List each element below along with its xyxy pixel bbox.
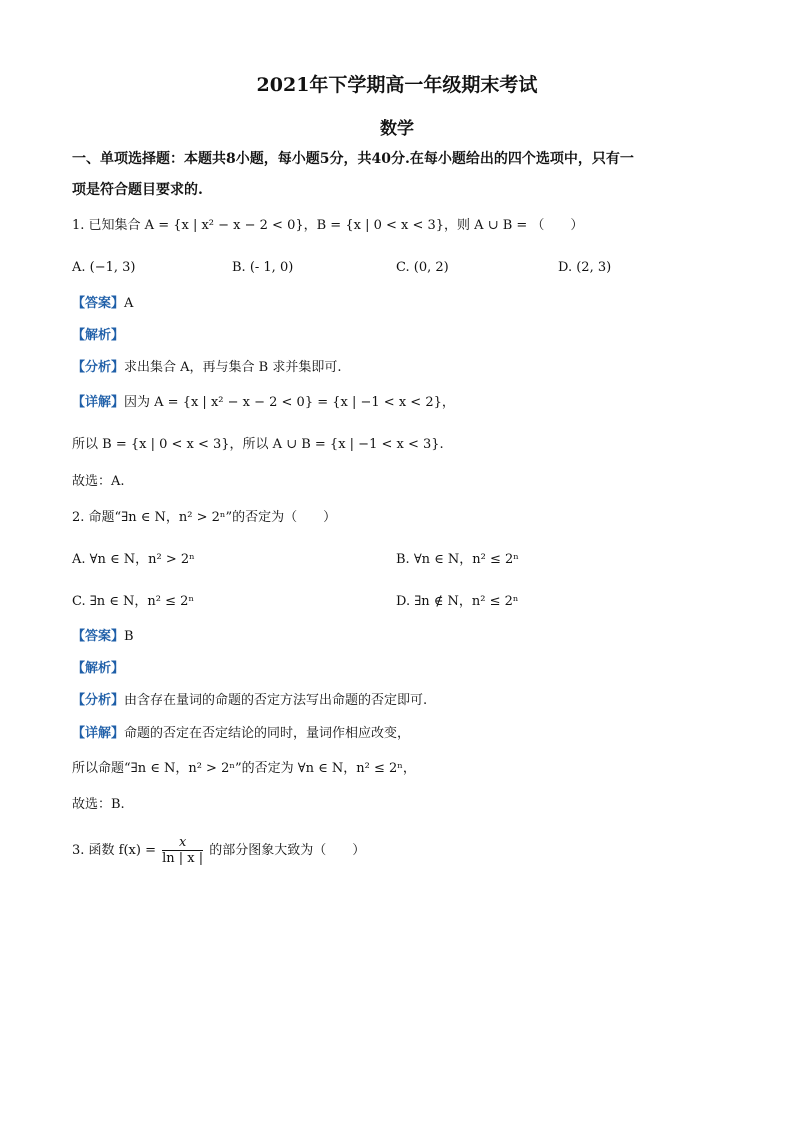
fenxi-tag: 【分析】 xyxy=(72,693,125,708)
section-heading-line2: 项是符合题目要求的. xyxy=(72,182,203,198)
page-title: 2021年下学期高一年级期末考试 xyxy=(256,74,538,96)
q1-xiangjie xyxy=(72,393,455,413)
section-heading-line1: 一、单项选择题：本题共8小题，每小题5分，共40分.在每小题给出的四个选项中，只有一 xyxy=(72,151,634,167)
analysis-tag: 【解析】 xyxy=(72,328,125,343)
q2-analysis xyxy=(72,659,124,679)
q2-option-a: A. ∀n ∈ N，n² > 2ⁿ xyxy=(72,552,195,567)
q1-option-b: B. (- 1, 0) xyxy=(232,260,294,275)
q2-conclusion: 故选：B. xyxy=(72,797,125,812)
fenxi-text: 由含存在量词的命题的否定方法写出命题的否定即可. xyxy=(124,693,428,708)
q1-solution-line2: 所以 B = {x | 0 < x < 3}，所以 A ∪ B = {x | −1 < x < 3}. xyxy=(72,437,444,452)
answer-value: A xyxy=(124,296,134,311)
fenxi-tag: 【分析】 xyxy=(72,360,125,375)
q3-prefix: 3. 函数 f(x) = xyxy=(72,843,156,858)
q1-conclusion: 故选：A. xyxy=(72,474,125,489)
q1-option-a: A. (−1, 3) xyxy=(72,260,136,275)
q3-fraction xyxy=(162,835,203,866)
q2-fenxi xyxy=(72,691,427,711)
xiangjie-text: 因为 A = {x | x² − x − 2 < 0} = {x | −1 < x < 2}， xyxy=(124,395,455,410)
q3-fraction-numerator: x xyxy=(162,835,203,851)
q2-stem: 2. 命题“∃n ∈ N，n² > 2ⁿ”的否定为（ ） xyxy=(72,510,337,525)
q2-option-b: B. ∀n ∈ N，n² ≤ 2ⁿ xyxy=(396,552,519,567)
q3-stem xyxy=(72,832,365,870)
q2-solution-line2: 所以命题“∃n ∈ N，n² > 2ⁿ”的否定为 ∀n ∈ N，n² ≤ 2ⁿ， xyxy=(72,761,416,776)
q1-option-d: D. (2, 3) xyxy=(558,260,612,275)
answer-value: B xyxy=(124,629,134,644)
q1-answer xyxy=(72,294,133,314)
subject-title: 数学 xyxy=(380,119,414,139)
xiangjie-tag: 【详解】 xyxy=(72,395,125,410)
q3-fraction-denominator: ln | x | xyxy=(162,851,204,866)
analysis-tag: 【解析】 xyxy=(72,661,125,676)
q1-option-c: C. (0, 2) xyxy=(396,260,449,275)
q2-option-c: C. ∃n ∈ N，n² ≤ 2ⁿ xyxy=(72,594,195,609)
xiangjie-tag: 【详解】 xyxy=(72,726,125,741)
q2-option-d: D. ∃n ∉ N，n² ≤ 2ⁿ xyxy=(396,594,519,609)
q3-suffix: 的部分图象大致为（ ） xyxy=(209,843,366,858)
xiangjie-text: 命题的否定在否定结论的同时，量词作相应改变， xyxy=(124,726,411,741)
q1-stem: 1. 已知集合 A = {x | x² − x − 2 < 0}，B = {x | 0 < x < 3}，则 A ∪ B = （ ） xyxy=(72,218,584,233)
q2-xiangjie xyxy=(72,724,410,744)
q1-fenxi xyxy=(72,358,342,378)
q2-answer xyxy=(72,627,134,647)
q1-analysis xyxy=(72,326,124,346)
fenxi-text: 求出集合 A，再与集合 B 求并集即可. xyxy=(124,360,342,375)
answer-tag: 【答案】 xyxy=(72,296,125,311)
answer-tag: 【答案】 xyxy=(72,629,125,644)
